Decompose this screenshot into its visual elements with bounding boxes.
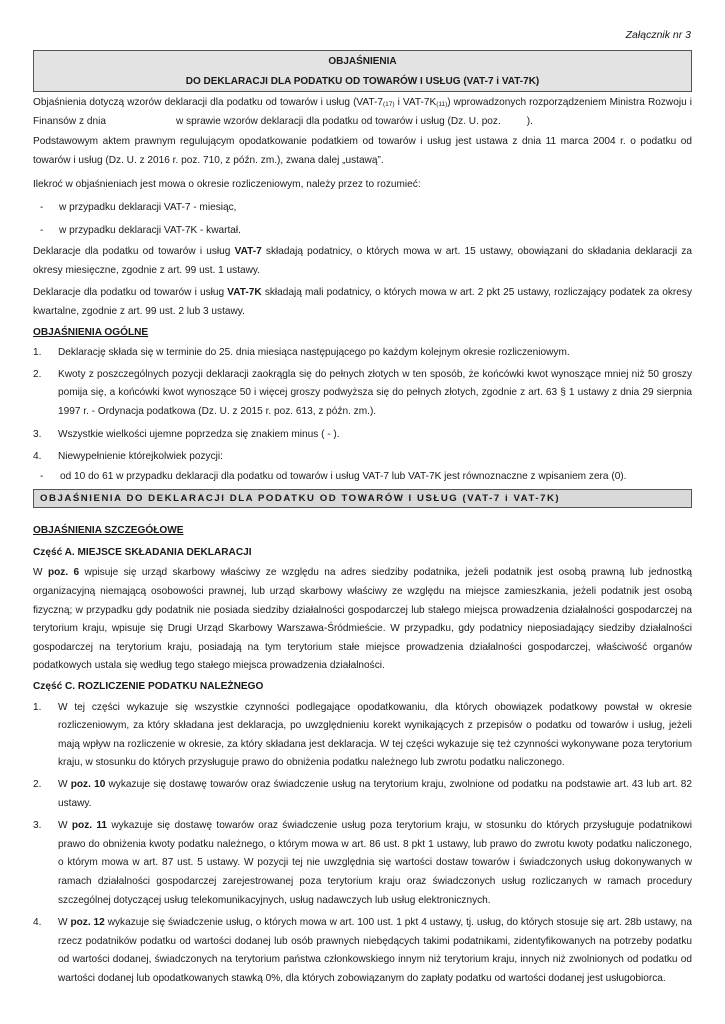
general-item bbox=[33, 366, 692, 422]
general-item-number: 2. bbox=[33, 368, 42, 380]
general-item-text: Kwoty z poszczególnych pozycji deklaracji zaokrągla się do pełnych złotych w ten sposób, że końcówki kwot wynoszące mniej niż 50 groszy pomija się, a końcówki kwot wynoszące 50 i więcej groszy podwyższa się do pełnych złotych, zgodnie z art. 63 § 1 ustawy z dnia 29 sierpnia 1997 r. - Ordynacja podatkowa (Dz. U. z 2015 r. poz. 613, z późn. zm.). bbox=[58, 368, 692, 417]
general-sub-item-text: od 10 do 61 w przypadku deklaracji dla podatku od towarów i usług VAT-7 lub VAT-7K jest równoznaczne z wpisaniem zera (0). bbox=[60, 470, 627, 482]
intro-paragraph-1 bbox=[33, 94, 692, 131]
intro-paragraph-2: Podstawowym aktem prawnym regulującym opodatkowanie podatkiem od towarów i usług jest ustawa z dnia 11 marca 2004 r. o podatku od towarów i usług (Dz. U. z 2016 r. poz. 710, z późn. zm.), zwana dalej „ustawą”. bbox=[33, 136, 692, 166]
part-c-item-number: 1. bbox=[33, 701, 42, 713]
part-a-text-b: wpisuje się urząd skarbowy właściwy ze względu na adres siedziby podatnika, jeżeli podatnik jest osobą prawną lub jednostką organizacyjną niemającą osobowości prawnej, lub urząd skarbowy właściwy ze względu na miejsce zamieszkania, jeżeli podatnik jest osobą fizyczną; w przypadku gdy podatnik nie posiada siedziby działalności gospodarczej lub stałego miejsca prowadzenia działalności gospodarczej na terytorium kraju, wpisuje się Drugi Urząd Skarbowy Warszawa-Śródmieście. W przypadku, gdy podatnicy nieposiadający siedziby działalności gospodarczej na terytorium kraju, posiadają na tym terytorium stałe miejsce prowadzenia działalności gospodarczej, właściwość organów podatkowych ustala się według tego stałego miejsca prowadzenia działalności. bbox=[33, 567, 692, 672]
intro-p1-e: ). bbox=[526, 115, 533, 127]
detailed-heading: OBJAŚNIENIA SZCZEGÓŁOWE bbox=[33, 525, 184, 537]
period-item-monthly: - w przypadku deklaracji VAT-7 - miesiąc, bbox=[33, 199, 692, 218]
general-sub-item: - od 10 do 61 w przypadku deklaracji dla podatku od towarów i usług VAT-7 lub VAT-7K jest równoznaczne z wpisaniem zera (0). bbox=[33, 468, 692, 487]
part-a-paragraph bbox=[33, 564, 692, 676]
section-band: OBJAŚNIENIA DO DEKLARACJI DLA PODATKU OD TOWARÓW I USŁUG (VAT-7 i VAT-7K) bbox=[33, 489, 692, 508]
intro-p5-a: Deklaracje dla podatku od towarów i usług bbox=[33, 287, 228, 299]
intro-p5-bold: VAT-7K bbox=[227, 287, 262, 299]
part-c-item-text-body: wykazuje się dostawę towarów oraz świadczenie usług poza terytorium kraju, w stosunku do których przysługuje podatnikowi prawo do obniżenia kwoty podatku należnego, o którym mowa w art. 86 ust. 8 pkt 1 ustawy, lub prawo do zwrotu kwoty podatku naliczonego, o którym mowa w art. 87 ust. 5 ustawy. W pozycji tej nie uwzględnia się wartości dostaw towarów i świadczonych usług dokonywanych w ramach działalności gospodarczej zarejestrowanej poza terytorium kraju oraz świadczonych usług rozliczanych w ramach procedury szczególnej dotyczącej usług telekomunikacyjnych, usług nadawczych lub usług elektronicznych. bbox=[58, 820, 692, 906]
part-c-item bbox=[33, 699, 692, 773]
intro-paragraph-3: Ilekroć w objaśnieniach jest mowa o okresie rozliczeniowym, należy przez to rozumieć: bbox=[33, 179, 421, 191]
part-c-heading: Część C. ROZLICZENIE PODATKU NALEŻNEGO bbox=[33, 681, 264, 693]
title-line-1: OBJAŚNIENIA bbox=[328, 56, 397, 67]
intro-paragraph-5 bbox=[33, 284, 692, 321]
part-a-heading: Część A. MIEJSCE SKŁADANIA DEKLARACJI bbox=[33, 546, 252, 558]
part-c-item-text bbox=[58, 699, 692, 773]
part-c-item-bold: poz. 11 bbox=[71, 820, 108, 832]
intro-p1-b: i VAT-7K bbox=[394, 97, 437, 108]
part-a-text-bold: poz. 6 bbox=[47, 567, 80, 579]
title-line-2: DO DEKLARACJI DLA PODATKU OD TOWARÓW I USŁUG (VAT-7 i VAT-7K) bbox=[185, 76, 540, 87]
part-c-item-bold: poz. 10 bbox=[70, 779, 106, 790]
period-item-quarterly: - w przypadku deklaracji VAT-7K - kwartał. bbox=[33, 222, 692, 241]
part-c-item-number: 2. bbox=[33, 779, 42, 790]
general-item-text: Wszystkie wielkości ujemne poprzedza się znakiem minus ( - ). bbox=[58, 428, 340, 440]
part-c-item-number: 4. bbox=[33, 917, 42, 929]
general-item-number: 3. bbox=[33, 428, 42, 440]
part-c-item-pre: W bbox=[58, 820, 72, 832]
general-item-text: Niewypełnienie którejkolwiek pozycji: bbox=[58, 451, 223, 463]
intro-p4-a: Deklaracje dla podatku od towarów i usług bbox=[33, 246, 235, 258]
general-item bbox=[33, 426, 692, 445]
title-box bbox=[33, 50, 692, 92]
part-c-item-text bbox=[58, 817, 692, 910]
general-item-number: 1. bbox=[33, 347, 42, 359]
part-c-item-text-body: wykazuje się świadczenie usług, o których mowa w art. 100 ust. 1 pkt 4 ustawy, tj. usług, do których stosuje się art. 28b ustawy, na rzecz podatników podatku od wartości dodanej lub osób prawnych niebędących takimi podatnikami, zidentyfikowanych na potrzeby podatku od wartości dodanej, świadczonych na terytorium państwa członkowskiego innym niż terytorium kraju, innych niż zwolnionych od podatku od wartości dodanej lub opodatkowanych stawką 0%, dla których zobowiązanym do zapłaty podatku od wartości dodanej jest usługobiorca. bbox=[58, 917, 692, 984]
intro-p1-d: w sprawie wzorów deklaracji dla podatku od towarów i usług (Dz. U. poz. bbox=[175, 115, 501, 127]
part-c-item-text-body: wykazuje się dostawę towarów oraz świadczenie usług na terytorium kraju, zwolnione od podatku na podstawie art. 43 lub art. 82 ustawy. bbox=[58, 779, 692, 809]
intro-p4-bold: VAT-7 bbox=[234, 246, 262, 258]
intro-paragraph-4 bbox=[33, 243, 692, 280]
part-c-item bbox=[33, 776, 692, 813]
annex-label: Załącznik nr 3 bbox=[625, 29, 691, 41]
part-c-item bbox=[33, 914, 692, 988]
intro-p1-a: Objaśnienia dotyczą wzorów deklaracji dla podatku od towarów i usług (VAT-7 bbox=[33, 97, 383, 108]
general-item bbox=[33, 448, 692, 467]
general-item bbox=[33, 344, 692, 363]
part-c-item-number: 3. bbox=[33, 820, 42, 832]
period-item-quarterly-text: w przypadku deklaracji VAT-7K - kwartał. bbox=[59, 224, 241, 236]
part-c-item-pre: W bbox=[58, 779, 71, 790]
period-item-monthly-text: w przypadku deklaracji VAT-7 - miesiąc, bbox=[59, 201, 237, 213]
general-item-text: Deklarację składa się w terminie do 25. dnia miesiąca następującego po każdym kolejnym okresie rozliczeniowym. bbox=[58, 347, 570, 359]
part-c-item-bold: poz. 12 bbox=[70, 917, 105, 929]
general-item-number: 4. bbox=[33, 451, 42, 463]
intro-p1-sub2: (11) bbox=[436, 101, 448, 108]
part-c-item-text-body: W tej części wykazuje się wszystkie czynności podlegające opodatkowaniu, dla których obowiązek podatkowy powstał w okresie rozliczeniowym, za który składana jest deklaracja, po uwzględnieniu korekt wynikających z przepisów o podatku od towarów i usług, jeżeli mają wpływ na rozliczenie w okresie, za który składana jest deklaracja. W tej części wykazuje się też czynności wykonywane poza terytorium kraju, w stosunku do których przysługuje prawo do obniżenia podatku należnego lub zwrotu podatku naliczonego. bbox=[58, 701, 692, 769]
intro-p4-b: składają podatnicy, o których mowa w art. 15 ustawy, obowiązani do składania deklaracji za okresy miesięczne, zgodnie z art. 99 ust. 1 ustawy. bbox=[33, 246, 692, 276]
intro-p1-c: ) wprowadzonych rozporządzeniem Ministra Rozwoju i Finansów z dnia bbox=[33, 97, 692, 127]
general-heading: OBJAŚNIENIA OGÓLNE bbox=[33, 326, 149, 338]
intro-p5-b: składają mali podatnicy, o których mowa w art. 2 pkt 25 ustawy, rozliczający podatek za okresy kwartalne, zgodnie z art. 99 ust. 2 lub 3 ustawy. bbox=[33, 287, 693, 317]
part-c-item-text bbox=[58, 776, 692, 813]
part-a-text-a: W bbox=[33, 567, 48, 579]
part-c-item bbox=[33, 817, 692, 910]
part-c-item-text bbox=[58, 914, 692, 988]
part-c-item-pre: W bbox=[58, 917, 71, 929]
intro-p1-sub1: (17) bbox=[382, 101, 395, 108]
